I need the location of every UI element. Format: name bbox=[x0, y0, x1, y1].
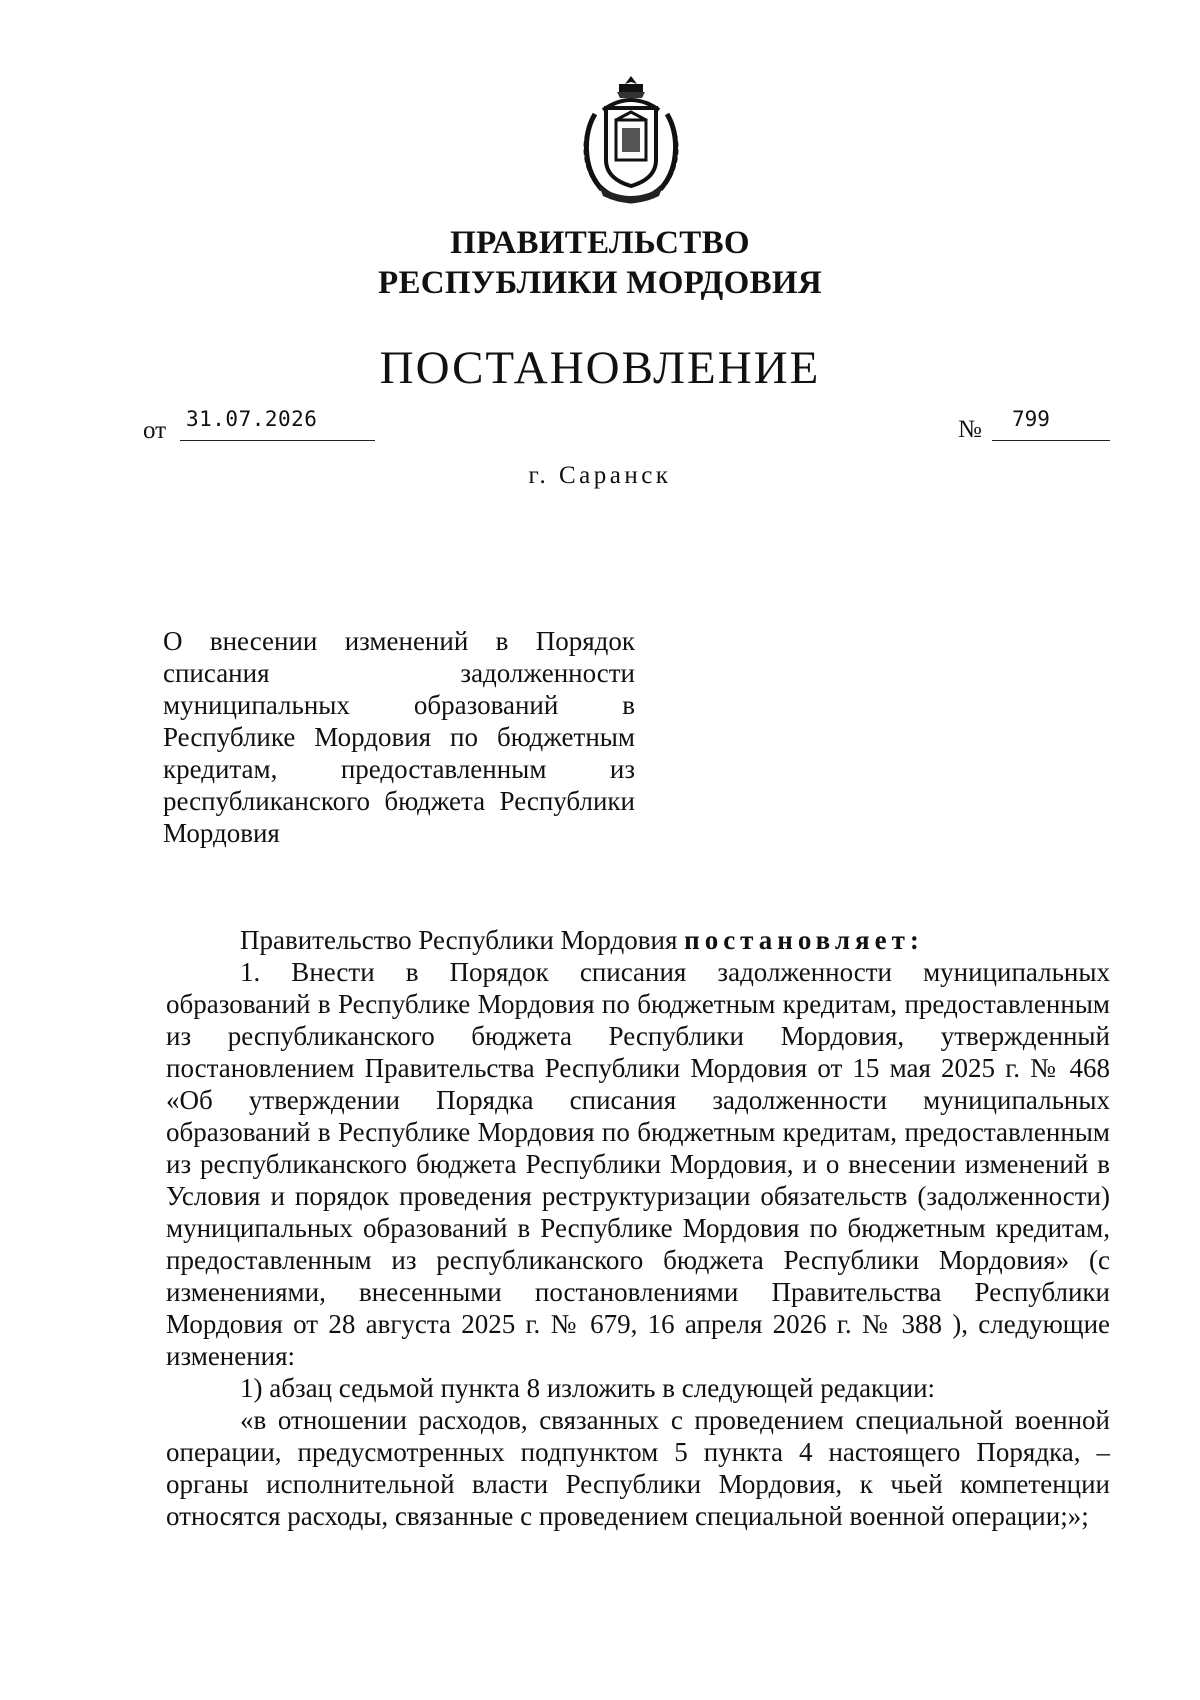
org-title-line2: РЕСПУБЛИКИ МОРДОВИЯ bbox=[377, 265, 822, 301]
intro-prefix: Правительство Республики Мордовия bbox=[240, 925, 685, 955]
document-body bbox=[166, 924, 1110, 1532]
item-1: 1. Внести в Порядок списания задолженности муниципальных образований в Республике Мордовия по бюджетным кредитам, предоставленным из республиканского бюджета Республики Мордовия, утвержденный постановлением Правительства Республики Мордовия от 15 мая 2025 г. № 468 «Об утверждении Порядка списания задолженности муниципальных образований в Республике Мордовия по бюджетным кредитам, предоставленным из республиканского бюджета Республики Мордовия, и о внесении изменений в Условия и порядок проведения реструктуризации обязательств (задолженности) муниципальных образований в Республике Мордовия по бюджетным кредитам, предоставленным из республиканского бюджета Республики Мордовия» (с изменениями, внесенными постановлениями Правительства Республики Мордовия от 28 августа 2025 г. № 679, 16 апреля 2026 г. № 388 ), следующие изменения: bbox=[166, 957, 1110, 1371]
date-field bbox=[180, 404, 375, 441]
document-date: 31.07.2026 bbox=[186, 407, 318, 431]
document-type: ПОСТАНОВЛЕНИЕ bbox=[379, 342, 821, 394]
date-prefix: от bbox=[143, 417, 167, 444]
number-field bbox=[992, 404, 1110, 441]
subitem-1: 1) абзац седьмой пункта 8 изложить в следующей редакции: bbox=[240, 1373, 936, 1403]
intro-paragraph bbox=[166, 924, 1110, 956]
number-prefix: № bbox=[958, 416, 982, 443]
document-number: 799 bbox=[1012, 407, 1050, 431]
document-subject: О внесении изменений в Порядок списания задолженности муниципальных образований в Республике Мордовия по бюджетным кредитам, предоставленным из республиканского бюджета Республики Мордовия bbox=[163, 626, 635, 848]
intro-action: постановляет: bbox=[684, 925, 924, 955]
org-title-line1: ПРАВИТЕЛЬСТВО bbox=[450, 225, 750, 261]
quoted-text: «в отношении расходов, связанных с проведением специальной военной операции, предусмотренных подпунктом 5 пункта 4 настоящего Порядка, – органы исполнительной власти Республики Мордовия, к чьей компетенции относятся расходы, связанные с проведением специальной военной операции;»; bbox=[166, 1405, 1110, 1531]
city: г. Саранск bbox=[528, 462, 672, 489]
coat-of-arms-of-mordovia-icon bbox=[573, 74, 689, 206]
